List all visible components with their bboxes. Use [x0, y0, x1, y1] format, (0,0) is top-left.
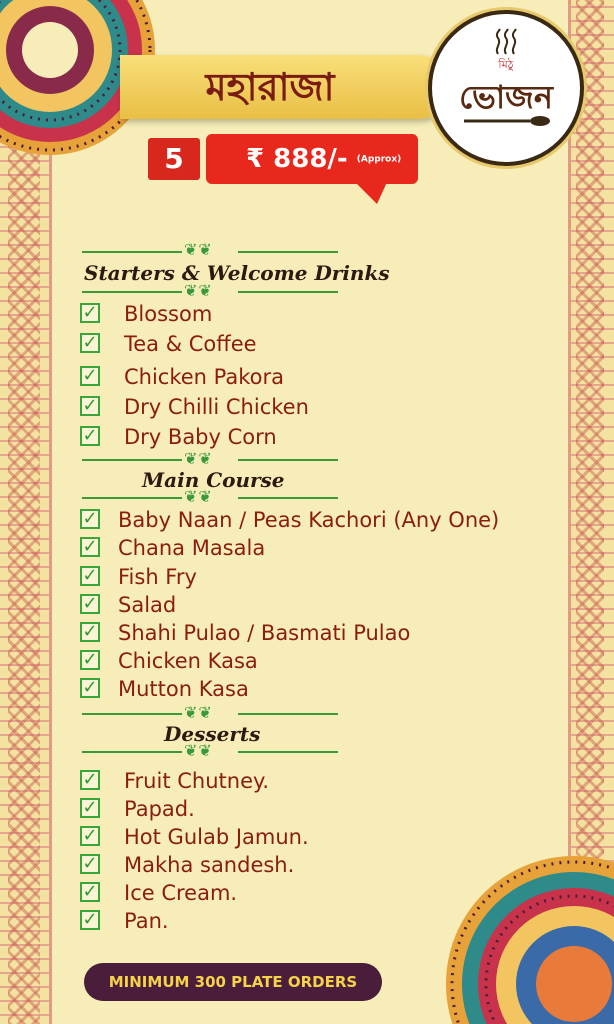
ornament-icon: ❦❦: [184, 487, 213, 506]
check-box-icon: ✓: [80, 366, 100, 386]
item-label: Dry Baby Corn: [124, 425, 277, 449]
check-box-icon: ✓: [80, 910, 100, 930]
divider: [238, 459, 338, 461]
item-label: Papad.: [124, 797, 195, 821]
check-box-icon: ✓: [80, 650, 100, 670]
logo-small-text: মিঠু: [498, 58, 514, 71]
check-box-icon: ✓: [80, 426, 100, 446]
item-label: Chicken Kasa: [118, 649, 258, 673]
page-title: মহারাজা: [205, 65, 335, 109]
check-box-icon: ✓: [80, 678, 100, 698]
ornament-icon: ❦❦: [184, 281, 213, 300]
package-number: 5: [148, 138, 200, 180]
price-tag-tail: [355, 182, 387, 204]
item-label: Dry Chilli Chicken: [124, 395, 309, 419]
check-box-icon: ✓: [80, 854, 100, 874]
item-label: Shahi Pulao / Basmati Pulao: [118, 621, 411, 645]
divider: [82, 251, 182, 253]
item-label: Makha sandesh.: [124, 853, 295, 877]
price-value: ₹ 888/-: [246, 144, 348, 174]
section-title-desserts: Desserts: [164, 722, 261, 746]
item-label: Pan.: [124, 909, 169, 933]
divider: [238, 497, 338, 499]
divider: [82, 751, 182, 753]
check-box-icon: ✓: [80, 622, 100, 642]
divider: [238, 291, 338, 293]
steam-icon: [490, 28, 522, 56]
item-label: Salad: [118, 593, 177, 617]
check-box-icon: ✓: [80, 303, 100, 323]
item-label: Fruit Chutney.: [124, 769, 270, 793]
item-label: Baby Naan / Peas Kachori (Any One): [118, 508, 500, 532]
check-box-icon: ✓: [80, 566, 100, 586]
ornament-icon: ❦❦: [184, 703, 213, 722]
ornament-icon: ❦❦: [184, 449, 213, 468]
price-tag: [206, 134, 418, 184]
check-box-icon: ✓: [80, 537, 100, 557]
divider: [82, 291, 182, 293]
item-label: Hot Gulab Jamun.: [124, 825, 309, 849]
item-label: Blossom: [124, 302, 213, 326]
divider: [238, 751, 338, 753]
mandala-bottom-right-icon: [444, 854, 614, 1024]
divider: [82, 497, 182, 499]
divider: [82, 713, 182, 715]
check-box-icon: ✓: [80, 826, 100, 846]
section-title-starters: Starters & Welcome Drinks: [84, 261, 390, 285]
check-box-icon: ✓: [80, 770, 100, 790]
ornament-icon: ❦❦: [184, 240, 213, 259]
item-label: Chicken Pakora: [124, 365, 285, 389]
divider: [238, 251, 338, 253]
item-label: Chana Masala: [118, 536, 266, 560]
ornament-icon: ❦❦: [184, 741, 213, 760]
check-box-icon: ✓: [80, 594, 100, 614]
check-box-icon: ✓: [80, 333, 100, 353]
price-approx: (Approx): [356, 154, 402, 165]
check-box-icon: ✓: [80, 798, 100, 818]
divider: [82, 459, 182, 461]
item-label: Ice Cream.: [124, 881, 238, 905]
minimum-order-note: MINIMUM 300 PLATE ORDERS: [84, 963, 382, 1001]
item-label: Fish Fry: [118, 565, 197, 589]
spoon-icon: [462, 114, 552, 128]
check-box-icon: ✓: [80, 882, 100, 902]
divider: [238, 713, 338, 715]
section-title-main-course: Main Course: [142, 468, 285, 492]
check-box-icon: ✓: [80, 509, 100, 529]
price-label: [246, 134, 401, 185]
brand-logo: [428, 10, 584, 166]
logo-text: ভোজন: [459, 78, 553, 116]
title-banner: [120, 55, 450, 119]
item-label: Mutton Kasa: [118, 677, 249, 701]
item-label: Tea & Coffee: [124, 332, 257, 356]
check-box-icon: ✓: [80, 396, 100, 416]
